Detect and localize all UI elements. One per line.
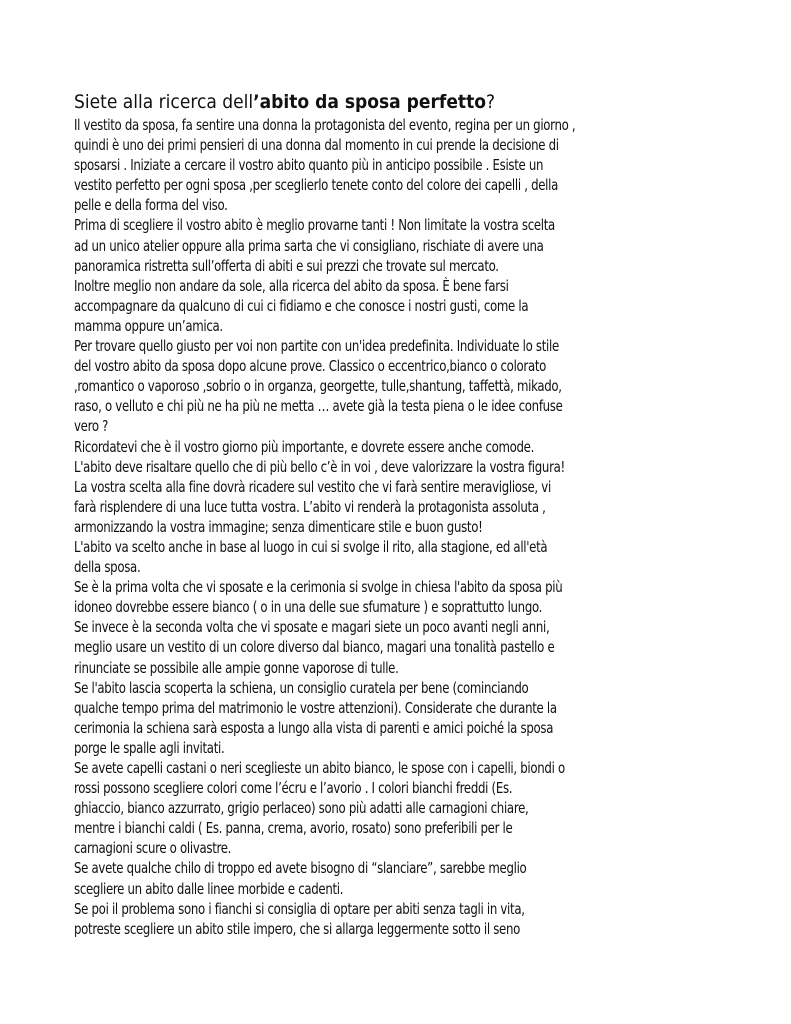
text-line: Se l'abito lascia scoperta la schiena, un consiglio curatela per bene (cominciando	[74, 678, 529, 697]
title-bold: ’abito da sposa perfetto	[253, 91, 487, 113]
text-line: Se avete qualche chilo di troppo ed avete bisogno di “slanciare”, sarebbe meglio	[74, 859, 527, 878]
text-line: meglio usare un vestito di un colore diverso dal bianco, magari una tonalità pastello e	[74, 638, 555, 657]
document-body	[74, 115, 714, 939]
text-line: accompagnare da qualcuno di cui ci fidiamo e che conosce i nostri gusti, come la	[74, 296, 529, 315]
text-line: Se è la prima volta che vi sposate e la cerimonia si svolge in chiesa l'abito da sposa più	[74, 578, 563, 597]
text-line: L'abito deve risaltare quello che di più bello c’è in voi , deve valorizzare la vostra figura!	[74, 457, 565, 476]
text-line: ,romantico o vaporoso ,sobrio o in organza, georgette, tulle,shantung, taffettà, mikado,	[74, 377, 562, 396]
document-title	[74, 90, 714, 114]
text-line: idoneo dovrebbe essere bianco ( o in una delle sue sfumature ) e soprattutto lungo.	[74, 598, 543, 617]
text-line: mentre i bianchi caldi ( Es. panna, crema, avorio, rosato) sono preferibili per le	[74, 819, 513, 838]
text-line: Prima di scegliere il vostro abito è meglio provarne tanti ! Non limitate la vostra scelta	[74, 216, 555, 235]
text-line: farà risplendere di una luce tutta vostra. L’abito vi renderà la protagonista assoluta ,	[74, 497, 546, 516]
text-line: vestito perfetto per ogni sposa ,per sceglierlo tenete conto del colore dei capelli , della	[74, 176, 558, 195]
text-line: ad un unico atelier oppure alla prima sarta che vi consigliano, rischiate di avere una	[74, 236, 544, 255]
title-suffix: ?	[486, 91, 496, 113]
text-line: rinunciate se possibile alle ampie gonne vaporose di tulle.	[74, 658, 399, 677]
text-line: Ricordatevi che è il vostro giorno più importante, e dovrete essere anche comode.	[74, 437, 535, 456]
text-line: porge le spalle agli invitati.	[74, 738, 225, 757]
text-line: rossi possono scegliere colori come l’écru e l’avorio . I colori bianchi freddi (Es.	[74, 779, 513, 798]
text-line: scegliere un abito dalle linee morbide e cadenti.	[74, 879, 344, 898]
document-page	[74, 90, 714, 939]
text-line: raso, o velluto e chi più ne ha più ne metta … avete già la testa piena o le idee confuse	[74, 397, 563, 416]
text-line: Il vestito da sposa, fa sentire una donna la protagonista del evento, regina per un giorno ,	[74, 116, 576, 134]
text-line: sposarsi . Iniziate a cercare il vostro abito quanto più in anticipo possibile . Esiste un	[74, 156, 544, 175]
text-line: panoramica ristretta sull’offerta di abiti e sui prezzi che trovate sul mercato.	[74, 256, 499, 275]
title-prefix: Siete alla ricerca dell	[74, 91, 254, 113]
text-line: potreste scegliere un abito stile impero, che si allarga leggermente sotto il seno	[74, 919, 521, 938]
text-line: Se poi il problema sono i fianchi si consiglia di optare per abiti senza tagli in vita,	[74, 899, 525, 918]
text-line: carnagioni scure o olivastre.	[74, 839, 232, 858]
text-line: mamma oppure un’amica.	[74, 316, 223, 335]
text-line: Se invece è la seconda volta che vi sposate e magari siete un poco avanti negli anni,	[74, 618, 550, 637]
text-line: qualche tempo prima del matrimonio le vostre attenzioni). Considerate che durante la	[74, 698, 557, 717]
text-line: del vostro abito da sposa dopo alcune prove. Classico o eccentrico,bianco o colorato	[74, 357, 547, 376]
text-line: vero ?	[74, 417, 109, 436]
text-line: Per trovare quello giusto per voi non partite con un'idea predefinita. Individuate lo stile	[74, 337, 559, 356]
text-line: della sposa.	[74, 558, 141, 577]
text-line: cerimonia la schiena sarà esposta a lungo alla vista di parenti e amici poiché la sposa	[74, 718, 554, 737]
text-line: L'abito va scelto anche in base al luogo in cui si svolge il rito, alla stagione, ed all'età	[74, 537, 548, 556]
text-line: ghiaccio, bianco azzurrato, grigio perlaceo) sono più adatti alle carnagioni chiare,	[74, 799, 529, 818]
text-line: Se avete capelli castani o neri sceglieste un abito bianco, le spose con i capelli, biondi o	[74, 759, 565, 777]
text-line: pelle e della forma del viso.	[74, 196, 228, 215]
text-line: Inoltre meglio non andare da sole, alla ricerca del abito da sposa. È bene farsi	[74, 276, 509, 295]
text-line: La vostra scelta alla fine dovrà ricadere sul vestito che vi farà sentire meravigliose, vi	[74, 477, 551, 496]
text-line: armonizzando la vostra immagine; senza dimenticare stile e buon gusto!	[74, 517, 483, 536]
text-line: quindi è uno dei primi pensieri di una donna dal momento in cui prende la decisione di	[74, 136, 559, 155]
